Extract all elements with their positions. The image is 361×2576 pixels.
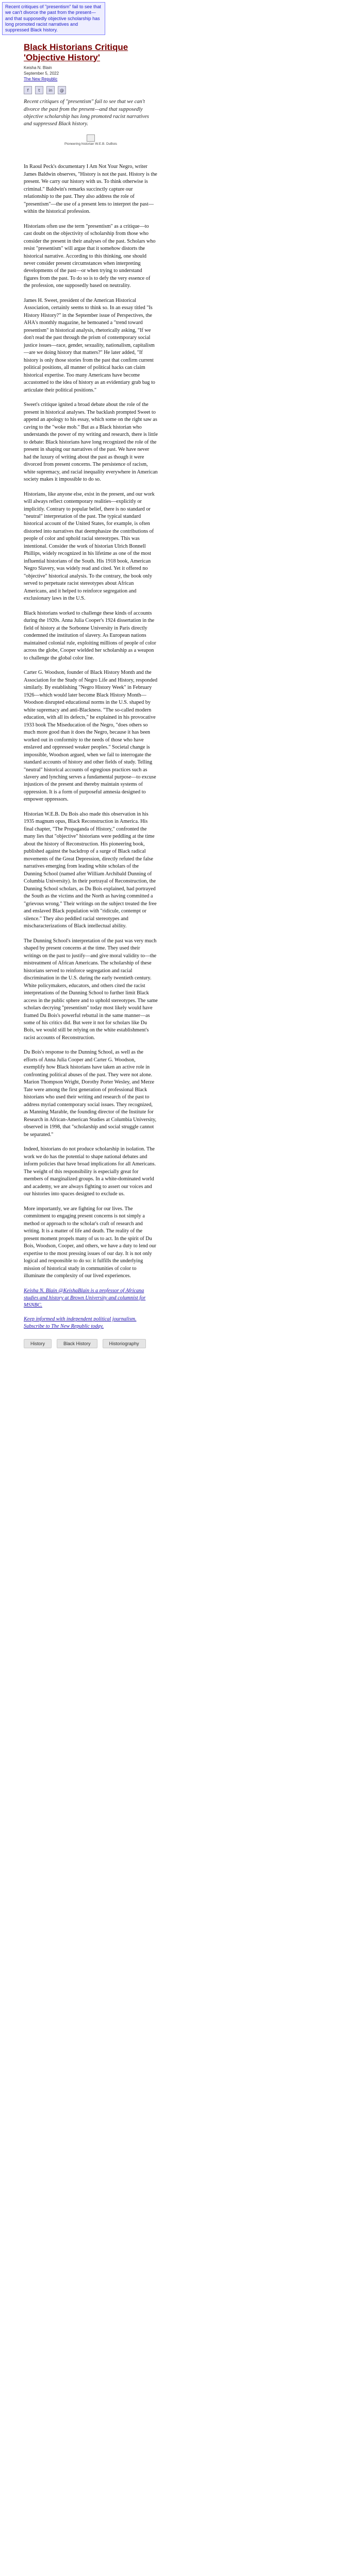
body-paragraph: Du Bois's response to the Dunning School, as well as the efforts of Anna Julia Cooper and Carter G. Woodson, exemplify how Black historians have taken an active role in confronting political abuses of the past. They were not alone. Marion Thompson Wright, Dorothy Porter Wesley, and Merze Tate were among the first generation of professional Black historians who used their writing and research of the past to address myriad contemporary social issues. They recognized, as Manning Marable, the founding director of the Institute for Research in African-American Studies at Columbia University, observed in 1998, that "scholarship and social struggle cannot be separated." — [24, 1049, 157, 1138]
image-icon — [87, 134, 95, 142]
summary-banner-text: Recent critiques of "presentism" fail to see that we can't divorce the past from the present—and that supposedly objective scholarship has long promoted racist narratives and suppressed Black history. — [5, 4, 101, 32]
publish-date: September 5, 2022 — [24, 71, 59, 76]
article-dek: Recent critiques of "presentism" fail to see that we can't divorce the past from the present—and that supposedly objective scholarship has long promoted racist narratives and suppressed Black history. — [24, 99, 149, 127]
tag-black-history[interactable]: Black History — [57, 1339, 97, 1348]
support-message — [24, 1316, 158, 1331]
body-paragraph: Historians often use the term "presentism" as a critique—to cast doubt on the objectivity of scholarship from those who consider the present in their analyses of the past. Scholars who resist "presentism" will argue that it somehow distorts the historical narrative. According to this thinking, one should never consider present circumstances when interpreting developments of the past—or when trying to understand figures from the past. To do so is to defy the very essence of the profession, one supposedly based on neutrality. — [24, 223, 156, 289]
body-paragraph: Sweet's critique ignited a broad debate about the role of the present in historical analyses. The backlash prompted Sweet to append an apology to his essay, which some on the right saw as caving to the "woke mob." But as a Black historian who understands the power of my writing and research, there is little to debate: Black historians have long recognized the role of the present in shaping our narratives of the past. We have never had the luxury of writing about the past as though it were divorced from present concerns. The persistence of racism, white supremacy, and racial inequality everywhere in American society makes it impossible to do so. — [24, 402, 158, 483]
body-paragraph: The Dunning School's interpretation of the past was very much shaped by present concerns at the time. They used their writings on the past to justify—and give moral validity to—the mistreatment of African Americans. The scholarship of these historians served to reinforce segregation and racial discrimination in the U.S. during the early twentieth century. White policymakers, educators, and others cited the racist interpretations of the Dunning School to further limit Black access in the public sphere and to uphold stereotypes. The same scholars decrying "presentism" today most likely would have framed Du Bois's powerful rebuttal in the same manner—as some of his critics did. But were it not for scholars like Du Bois, we would still be relying on the white establishment's racist accounts of Reconstruction. — [24, 938, 158, 1041]
body-paragraph: More importantly, we are fighting for our lives. The commitment to engaging present concerns is not simply a method or approach to the scholar's craft of research and writing. It is a matter of life and death. The reality of the present moment propels many of us to act. In the spirit of Du Bois, Woodson, Cooper, and others, we have a duty to lend our expertise to the most pressing issues of our day. It is not only logical and responsible to do so: it fulfills the underlying mission of historical study in communities of color to illuminate the complexity of our lived experiences. — [24, 1206, 156, 1279]
body-paragraph: Historian W.E.B. Du Bois also made this observation in his 1935 magnum opus, Black Reconstruction in America. His final chapter, "The Propaganda of History," confronted the many lies that "objective" historians were peddling at the time about the history of Reconstruction. His pioneering book, published against the backdrop of a surge of Black radical movements of the Great Depression, directly refuted the false narratives emerging from leading white scholars of the Dunning School (named after William Archibald Dunning of Columbia University). In their portrayal of Reconstruction, the Dunning School scholars, as Du Bois explained, had portrayed the South as the victims and the North as having committed a "grievous wrong." Their writings on the subject treated the free and enslaved Black population with "ridicule, contempt or silence." They also peddled racial stereotypes and mischaracterizations of Black intellectual ability. — [24, 811, 157, 929]
figure-caption: Pioneering historian W.E.B. DuBois — [64, 142, 117, 146]
body-paragraph: James H. Sweet, president of the American Historical Association, certainly seems to think so. In an essay titled "Is History History?" in the September issue of Perspectives, the AHA's monthly magazine, he bemoaned a "trend toward presentism" in historical analysis, rhetorically asking, "If we don't read the past through the prism of contemporary social justice issues—race, gender, sexuality, nationalism, capitalism—are we doing history that matters?" He later added, "If history is only those stories from the past that confirm current political positions, all manner of political hacks can claim historical expertise. Too many Americans have become accustomed to the idea of history as an evidentiary grab bag to articulate their political positions." — [24, 297, 155, 393]
article-title[interactable]: Black Historians Critique 'Objective History' — [24, 42, 128, 62]
body-paragraph: Carter G. Woodson, founder of Black History Month and the Association for the Study of Negro Life and History, responded similarly. By establishing "Negro History Week" in February 1926—which would later become Black History Month—Woodson disrupted educational norms in the U.S. shaped by white supremacy and anti-Blackness. "The so-called modern education, with all its defects," he explained in his provocative 1933 book The Miseducation of the Negro, "does others so much more good than it does the Negro, because it has been worked out in conformity to the needs of those who have enslaved and oppressed weaker peoples." Societal change is impossible, Woodson argued, when we fail to interrogate the standard accounts of history and other fields of study. Telling "neutral" historical accounts of egregious practices such as slavery and lynching serves a fundamental purpose—to excuse injustices of the present and thereby maintain systems of oppression. It is a form of purposeful amnesia designed to empower oppressors. — [24, 670, 158, 803]
summary-banner[interactable] — [2, 2, 105, 35]
author-name: Keisha N. Blain — [24, 65, 52, 71]
author-bio — [24, 1287, 158, 1310]
body-paragraph: Historians, like anyone else, exist in the present, and our work will always reflect contemporary realities—explicitly or implicitly. Contrary to popular belief, there is no standard or "neutral" interpretation of the past. The typical standard historical account of the United States, for example, is often distorted into narratives that deemphasize the contributions of people of color and uphold racial stereotypes. This was intentional. Consider the work of historian Ulrich Bonnell Phillips, widely recognized in his lifetime as one of the most influential historians of the South. His 1918 book, American Negro Slavery, was widely read and cited. Yet it offered no "objective" historical analysis. To the contrary, the book only served to perpetuate racist stereotypes about African Americans, and it helped to reinforce segregation and exclusionary laws in the U.S. — [24, 491, 155, 602]
body-paragraph: In Raoul Peck's documentary I Am Not Your Negro, writer James Baldwin observes, "History is not the past. History is the present. We carry our history with us. To think otherwise is criminal." Baldwin's remarks succinctly capture our relationship to the past. They also address the role of "presentism"—the use of a present lens to interpret the past—within the historical profession. — [24, 164, 157, 215]
facebook-share-icon[interactable]: f — [24, 86, 32, 94]
tag-historiography[interactable]: Historiography — [103, 1339, 146, 1348]
article-body — [24, 163, 158, 1280]
body-paragraph: Black historians worked to challenge these kinds of accounts during the 1920s. Anna Julia Cooper's 1924 dissertation in the field of history at the Sorbonne University in Paris directly condemned the institution of slavery. As European nations maintained colonial rule, exploiting millions of people of color across the globe, Cooper wielded her scholarship as a weapon to challenge the global color line. — [24, 610, 156, 661]
article-figure — [24, 133, 158, 146]
linkedin-share-icon[interactable]: in — [46, 86, 55, 94]
byline — [24, 65, 158, 82]
tag-history[interactable]: History — [24, 1339, 52, 1348]
subscribe-link[interactable]: Keep informed with independent political journalism. Subscribe to The New Republic today. — [24, 1316, 137, 1330]
share-row — [24, 86, 158, 94]
source-link[interactable]: The New Republic — [24, 76, 58, 81]
twitter-share-icon[interactable]: t — [35, 86, 43, 94]
email-share-icon[interactable]: @ — [58, 86, 66, 94]
author-bio-text[interactable]: Keisha N. Blain @KeishaBlain is a professor of Africana studies and history at Brown University and columnist for MSNBC. — [24, 1287, 146, 1309]
body-paragraph: Indeed, historians do not produce scholarship in isolation. The work we do has the potential to shape national debates and inform policies that have broad implications for all Americans. The weight of this responsibility is especially great for members of marginalized groups. In a white-dominated world and academy, we are always fighting to assert our voices and our histories into spaces designed to exclude us. — [24, 1146, 156, 1197]
tag-list — [24, 1339, 158, 1348]
article — [24, 42, 158, 1348]
